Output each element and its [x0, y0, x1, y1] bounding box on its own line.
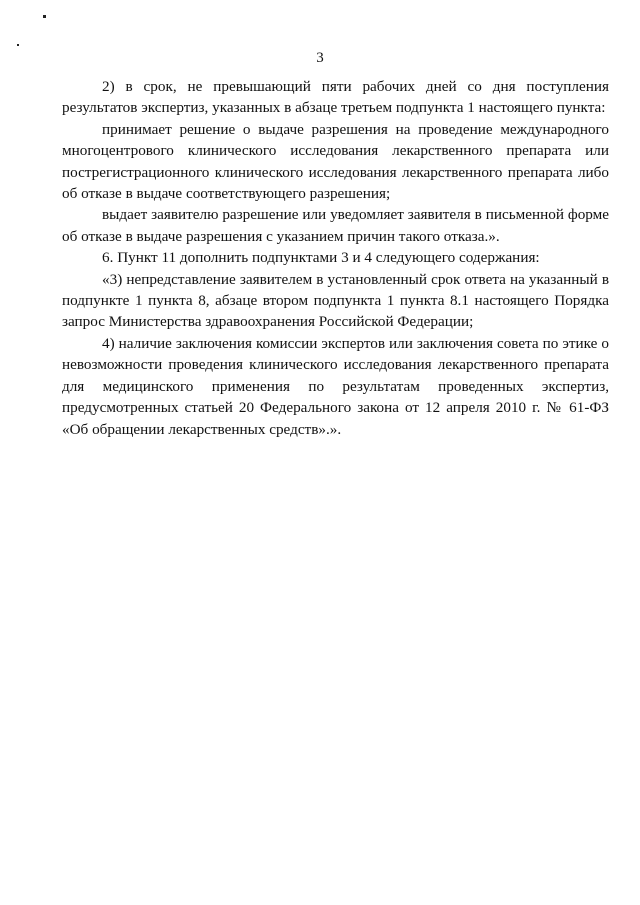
paragraph: принимает решение о выдаче разрешения на проведение международного многоцентрового клинического исследования лекарственного препарата или пострегистрационного клинического исследования лекарственного препарата либо об отказе в выдаче соответствующего разрешения;	[62, 120, 609, 203]
paragraph: «3) непредставление заявителем в установленный срок ответа на указанный в подпункте 1 пункта 8, абзаце втором подпункта 1 пункта 8.1 настоящего Порядка запрос Министерства здравоохранения Российской Федерации;	[62, 270, 609, 331]
paragraph: выдает заявителю разрешение или уведомляет заявителя в письменной форме об отказе в выдаче разрешения с указанием причин такого отказа.».	[62, 206, 609, 245]
scan-speck	[17, 44, 19, 46]
scan-speck	[43, 15, 46, 18]
document-body	[62, 76, 609, 440]
page-number: 3	[316, 50, 324, 66]
paragraph: 2) в срок, не превышающий пяти рабочих дней со дня поступления результатов экспертиз, указанных в абзаце третьем подпункта 1 настоящего пункта:	[62, 78, 609, 117]
paragraph: 4) наличие заключения комиссии экспертов или заключения совета по этике о невозможности проведения клинического исследования лекарственного препарата для медицинского применения по результатам проведенных экспертиз, предусмотренных статьей 20 Федерального закона от 12 апреля 2010 г. № 61-ФЗ «Об обращении лекарственных средств».».	[62, 334, 609, 438]
paragraph: 6. Пункт 11 дополнить подпунктами 3 и 4 следующего содержания:	[102, 249, 540, 267]
